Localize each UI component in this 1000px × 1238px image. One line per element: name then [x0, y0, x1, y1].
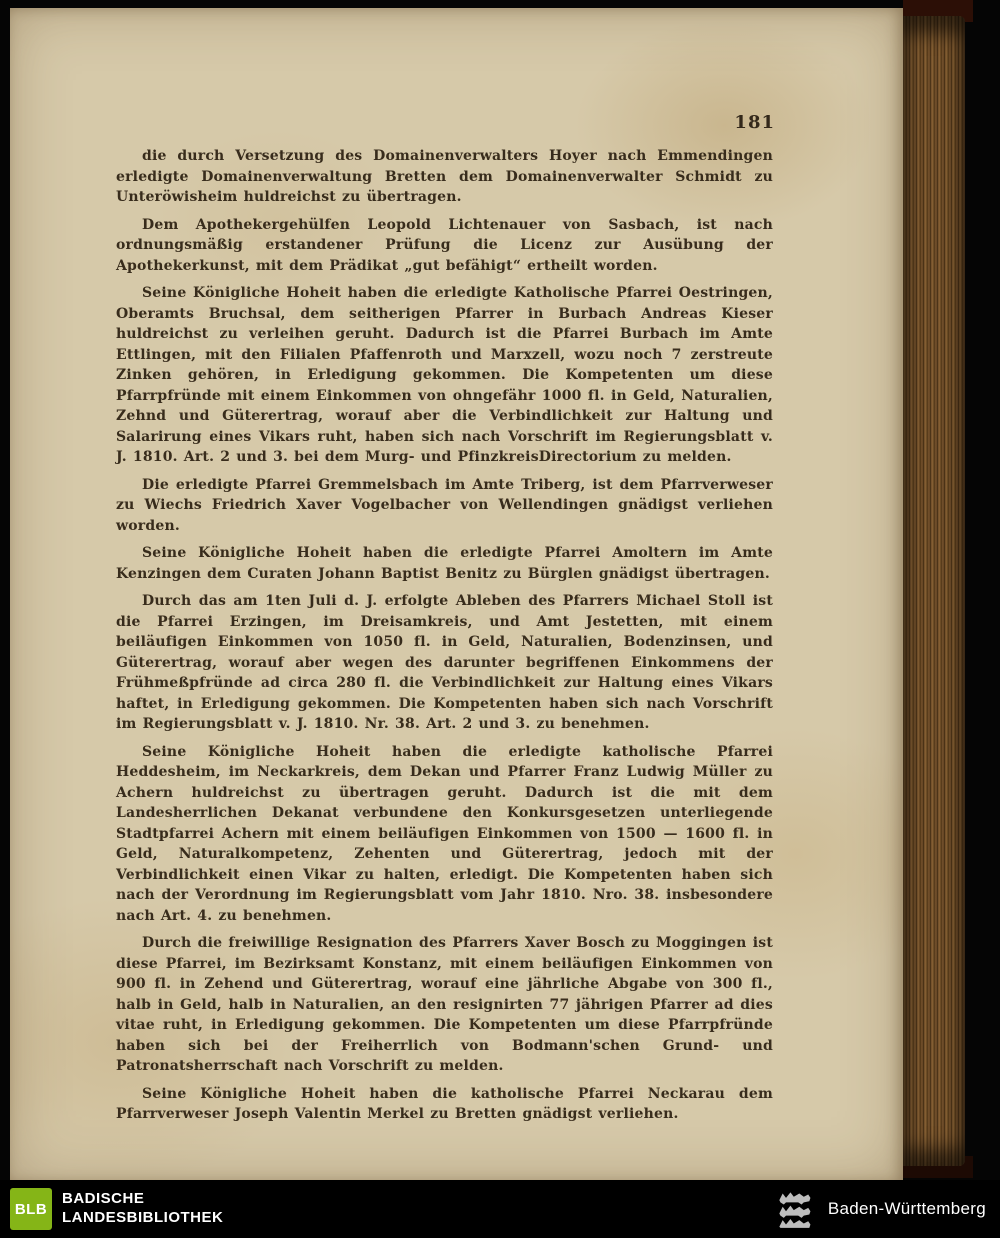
viewer-footer: [0, 1180, 1000, 1238]
region-label: Baden-Württemberg: [827, 1199, 986, 1218]
library-name-line2: LANDESBIBLIOTHEK: [62, 1209, 224, 1226]
page-number: 181: [734, 112, 775, 133]
footer-left: [0, 1188, 223, 1230]
library-name-line1: BADISCHE: [62, 1190, 145, 1208]
paragraph: Durch die freiwillige Resignation des Pfarrers Xaver Bosch zu Moggingen ist diese Pfarrei, im Bezirksamt Konstanz, mit einem beiläufigen Einkommen von 900 fl. in Zehend und Güterertrag, worauf eine jährliche Abgabe von 300 fl., halb in Geld, halb in Naturalien, an den resignirten 77 jährigen Pfarrer ad dies vitae ruht, in Erledigung gekommen. Die Kompetenten um diese Pfarrpfründe haben sich bei der Freiherrlich von Bodmann'schen Grund- und Patronatsherrschaft nach Vorschrift zu melden.: [116, 935, 773, 1074]
paragraph: Dem Apothekergehülfen Leopold Lichtenauer von Sasbach, ist nach ordnungsmäßig erstandener Prüfung die Licenz zur Ausübung der Apothekerkunst, mit dem Prädikat „gut befähigt“ ertheilt worden.: [116, 216, 773, 274]
blb-logo-text: BLB: [14, 1200, 48, 1218]
paragraph: die durch Versetzung des Domainenverwalters Hoyer nach Emmendingen erledigte Domainenverwaltung Bretten dem Domainenverwalter Schmidt zu Unteröwisheim huldreichst zu übertragen.: [116, 148, 773, 205]
blb-logo[interactable]: [10, 1188, 52, 1230]
baden-wuerttemberg-coat-of-arms-icon: [776, 1189, 816, 1229]
paragraph: Seine Königliche Hoheit haben die erledigte Katholische Pfarrei Oestringen, Oberamts Bruchsal, dem seitherigen Pfarrer in Burbach Andreas Kieser huldreichst zu verleihen geruht. Dadurch ist die Pfarrei Burbach im Amte Ettlingen, mit den Filialen Pfaffenroth und Marxzell, wozu noch 7 zerstreute Zinken gehören, in Erledigung gekommen. Die Kompetenten um diese Pfarrpfründe mit einem Einkommen von ohngefähr 1000 fl. in Geld, Naturalien, Zehnd und Güterertrag, worauf aber die Verbindlichkeit zur Haltung und Salarirung eines Vikars ruht, haben sich nach Vorschrift im Regierungsblatt v. J. 1810. Art. 2 und 3. bei dem Murg- und PfinzkreisDirectorium zu melden.: [116, 285, 773, 465]
paragraph: Seine Königliche Hoheit haben die erledigte katholische Pfarrei Heddesheim, im Neckarkreis, dem Dekan und Pfarrer Franz Ludwig Müller zu Achern huldreichst zu übertragen geruht. Dadurch ist die mit dem Landesherrlichen Dekanat verbundene den Konkursgesetzen unterliegende Stadtpfarrei Achern mit einem beiläufigen Einkommen von 1500 — 1600 fl. in Geld, Naturalkompetenz, Zehenten und Güterertrag, jedoch mit der Verbindlichkeit einen Vikar zu halten, erledigt. Die Kompetenten haben sich nach der Verordnung im Regierungsblatt vom Jahr 1810. Nro. 38. insbesondere nach Art. 4. zu benehmen.: [116, 743, 773, 924]
paragraph: Die erledigte Pfarrei Gremmelsbach im Amte Triberg, ist dem Pfarrverweser zu Wiechs Friedrich Xaver Vogelbacher von Wellendingen gnädigst verliehen worden.: [116, 476, 773, 534]
scanned-page: [10, 8, 903, 1183]
footer-right: [776, 1189, 1000, 1229]
paragraph: Seine Königliche Hoheit haben die katholische Pfarrei Neckarau dem Pfarrverweser Joseph Valentin Merkel zu Bretten gnädigst verliehen.: [116, 1085, 773, 1122]
library-name: [62, 1190, 223, 1228]
book-page-edges: [903, 16, 965, 1166]
paragraph: Seine Königliche Hoheit haben die erledigte Pfarrei Amoltern im Amte Kenzingen dem Curaten Johann Baptist Benitz zu Bürglen gnädigst übertragen.: [116, 545, 773, 582]
page-text: [116, 146, 773, 1132]
paragraph: Durch das am 1ten Juli d. J. erfolgte Ableben des Pfarrers Michael Stoll ist die Pfarrei Erzingen, im Dreisamkreis, und Amt Jestetten, mit einem beiläufigen Einkommen von 1050 fl. in Geld, Naturalien, Bodenzinsen, und Güterertrag, worauf aber wegen des darunter begriffenen Einkommens der Frühmeßpfründe ad circa 280 fl. die Verbindlichkeit zur Haltung eines Vikars haftet, in Erledigung gekommen. Die Kompetenten haben sich nach Vorschrift im Regierungsblatt v. J. 1810. Nr. 38. Art. 2 und 3. zu benehmen.: [116, 593, 773, 732]
